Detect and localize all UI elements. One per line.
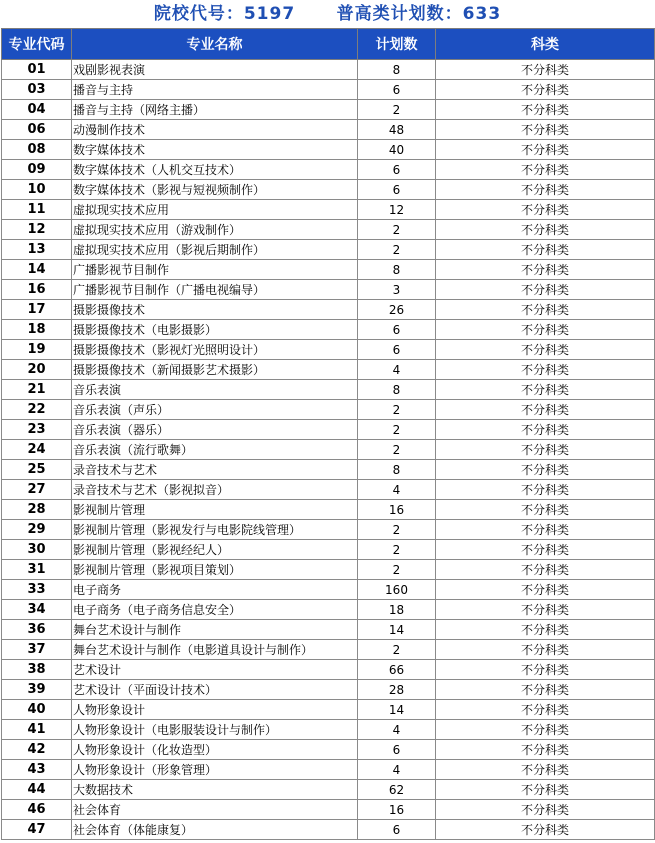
category-cell: 不分科类 <box>436 720 655 740</box>
category-cell: 不分科类 <box>436 600 655 620</box>
major-code-cell: 33 <box>2 580 72 600</box>
category-cell: 不分科类 <box>436 300 655 320</box>
category-cell: 不分科类 <box>436 660 655 680</box>
major-name-cell: 人物形象设计（电影服装设计与制作） <box>72 720 358 740</box>
plan-count-cell: 2 <box>358 220 436 240</box>
plan-count-cell: 14 <box>358 620 436 640</box>
major-code-cell: 01 <box>2 60 72 80</box>
table-row <box>2 240 655 260</box>
table-row <box>2 200 655 220</box>
table-row <box>2 600 655 620</box>
table-row <box>2 540 655 560</box>
major-name-cell: 社会体育（体能康复） <box>72 820 358 840</box>
category-cell: 不分科类 <box>436 280 655 300</box>
table-row <box>2 800 655 820</box>
table-row <box>2 420 655 440</box>
major-name-cell: 动漫制作技术 <box>72 120 358 140</box>
major-code-cell: 31 <box>2 560 72 580</box>
table-row <box>2 780 655 800</box>
major-code-cell: 44 <box>2 780 72 800</box>
major-code-cell: 16 <box>2 280 72 300</box>
table-row <box>2 300 655 320</box>
major-name-cell: 摄影摄像技术（影视灯光照明设计） <box>72 340 358 360</box>
major-code-cell: 21 <box>2 380 72 400</box>
plan-count-cell: 6 <box>358 180 436 200</box>
major-name-cell: 艺术设计 <box>72 660 358 680</box>
plan-count-cell: 2 <box>358 520 436 540</box>
major-name-cell: 音乐表演（声乐） <box>72 400 358 420</box>
major-code-cell: 47 <box>2 820 72 840</box>
table-row <box>2 220 655 240</box>
major-name-cell: 人物形象设计（形象管理） <box>72 760 358 780</box>
plan-count-cell: 40 <box>358 140 436 160</box>
major-name-cell: 艺术设计（平面设计技术） <box>72 680 358 700</box>
major-name-cell: 录音技术与艺术（影视拟音） <box>72 480 358 500</box>
plan-count-cell: 6 <box>358 80 436 100</box>
plan-count-cell: 6 <box>358 740 436 760</box>
table-row <box>2 460 655 480</box>
major-code-cell: 27 <box>2 480 72 500</box>
major-code-cell: 09 <box>2 160 72 180</box>
category-cell: 不分科类 <box>436 240 655 260</box>
plan-count-cell: 6 <box>358 320 436 340</box>
major-name-cell: 戏剧影视表演 <box>72 60 358 80</box>
plan-count-cell: 8 <box>358 60 436 80</box>
major-name-cell: 广播影视节目制作（广播电视编导） <box>72 280 358 300</box>
table-row <box>2 80 655 100</box>
major-code-cell: 08 <box>2 140 72 160</box>
plan-count-cell: 2 <box>358 100 436 120</box>
plan-count-cell: 8 <box>358 260 436 280</box>
category-cell: 不分科类 <box>436 460 655 480</box>
table-row <box>2 640 655 660</box>
major-code-cell: 17 <box>2 300 72 320</box>
category-cell: 不分科类 <box>436 80 655 100</box>
major-name-cell: 虚拟现实技术应用（游戏制作） <box>72 220 358 240</box>
category-cell: 不分科类 <box>436 700 655 720</box>
major-name-cell: 人物形象设计 <box>72 700 358 720</box>
major-code-cell: 13 <box>2 240 72 260</box>
category-cell: 不分科类 <box>436 480 655 500</box>
category-cell: 不分科类 <box>436 60 655 80</box>
major-name-cell: 数字媒体技术（影视与短视频制作） <box>72 180 358 200</box>
plan-count-cell: 12 <box>358 200 436 220</box>
major-name-cell: 音乐表演（流行歌舞） <box>72 440 358 460</box>
plan-count-cell: 2 <box>358 560 436 580</box>
plan-count-cell: 26 <box>358 300 436 320</box>
major-plan-table <box>1 28 655 840</box>
major-code-cell: 28 <box>2 500 72 520</box>
category-cell: 不分科类 <box>436 360 655 380</box>
category-cell: 不分科类 <box>436 760 655 780</box>
category-cell: 不分科类 <box>436 340 655 360</box>
table-row <box>2 500 655 520</box>
plan-count-cell: 4 <box>358 760 436 780</box>
major-name-cell: 摄影摄像技术（电影摄影） <box>72 320 358 340</box>
category-cell: 不分科类 <box>436 780 655 800</box>
plan-count-cell: 2 <box>358 440 436 460</box>
major-name-cell: 社会体育 <box>72 800 358 820</box>
major-code-cell: 36 <box>2 620 72 640</box>
category-cell: 不分科类 <box>436 680 655 700</box>
table-row <box>2 320 655 340</box>
table-row <box>2 120 655 140</box>
major-code-cell: 04 <box>2 100 72 120</box>
table-row <box>2 560 655 580</box>
major-code-cell: 30 <box>2 540 72 560</box>
major-code-cell: 03 <box>2 80 72 100</box>
plan-count-cell: 2 <box>358 540 436 560</box>
header-plan: 计划数 <box>358 29 436 60</box>
plan-count-cell: 6 <box>358 160 436 180</box>
major-name-cell: 舞台艺术设计与制作 <box>72 620 358 640</box>
plan-count-cell: 4 <box>358 360 436 380</box>
category-cell: 不分科类 <box>436 420 655 440</box>
major-name-cell: 影视制片管理 <box>72 500 358 520</box>
table-row <box>2 760 655 780</box>
table-row <box>2 380 655 400</box>
table-row <box>2 60 655 80</box>
major-name-cell: 影视制片管理（影视发行与电影院线管理） <box>72 520 358 540</box>
major-name-cell: 音乐表演 <box>72 380 358 400</box>
major-name-cell: 人物形象设计（化妆造型） <box>72 740 358 760</box>
table-row <box>2 680 655 700</box>
major-code-cell: 29 <box>2 520 72 540</box>
plan-count-cell: 48 <box>358 120 436 140</box>
header-name: 专业名称 <box>72 29 358 60</box>
major-name-cell: 电子商务 <box>72 580 358 600</box>
major-code-cell: 10 <box>2 180 72 200</box>
table-row <box>2 820 655 840</box>
category-cell: 不分科类 <box>436 560 655 580</box>
category-cell: 不分科类 <box>436 200 655 220</box>
major-name-cell: 大数据技术 <box>72 780 358 800</box>
plan-count-cell: 2 <box>358 400 436 420</box>
category-cell: 不分科类 <box>436 640 655 660</box>
table-row <box>2 340 655 360</box>
category-cell: 不分科类 <box>436 380 655 400</box>
plan-count-cell: 8 <box>358 460 436 480</box>
plan-count-cell: 2 <box>358 240 436 260</box>
category-cell: 不分科类 <box>436 580 655 600</box>
plan-count-cell: 4 <box>358 480 436 500</box>
major-name-cell: 数字媒体技术 <box>72 140 358 160</box>
table-row <box>2 360 655 380</box>
header-row <box>2 29 655 60</box>
major-name-cell: 摄影摄像技术（新闻摄影艺术摄影） <box>72 360 358 380</box>
major-code-cell: 39 <box>2 680 72 700</box>
major-code-cell: 25 <box>2 460 72 480</box>
category-cell: 不分科类 <box>436 800 655 820</box>
category-cell: 不分科类 <box>436 500 655 520</box>
plan-count-cell: 6 <box>358 340 436 360</box>
major-name-cell: 播音与主持 <box>72 80 358 100</box>
plan-count-cell: 3 <box>358 280 436 300</box>
major-code-cell: 38 <box>2 660 72 680</box>
major-code-cell: 46 <box>2 800 72 820</box>
major-name-cell: 播音与主持（网络主播） <box>72 100 358 120</box>
plan-count-cell: 16 <box>358 500 436 520</box>
table-row <box>2 740 655 760</box>
table-row <box>2 520 655 540</box>
major-code-cell: 34 <box>2 600 72 620</box>
table-row <box>2 180 655 200</box>
major-name-cell: 录音技术与艺术 <box>72 460 358 480</box>
major-code-cell: 40 <box>2 700 72 720</box>
table-row <box>2 580 655 600</box>
plan-count-cell: 160 <box>358 580 436 600</box>
plan-count-cell: 6 <box>358 820 436 840</box>
plan-count-cell: 28 <box>358 680 436 700</box>
major-name-cell: 舞台艺术设计与制作（电影道具设计与制作） <box>72 640 358 660</box>
major-code-cell: 19 <box>2 340 72 360</box>
major-name-cell: 数字媒体技术（人机交互技术） <box>72 160 358 180</box>
table-row <box>2 100 655 120</box>
category-cell: 不分科类 <box>436 540 655 560</box>
major-code-cell: 12 <box>2 220 72 240</box>
major-name-cell: 广播影视节目制作 <box>72 260 358 280</box>
major-name-cell: 虚拟现实技术应用 <box>72 200 358 220</box>
plan-count-cell: 2 <box>358 420 436 440</box>
category-cell: 不分科类 <box>436 180 655 200</box>
major-code-cell: 41 <box>2 720 72 740</box>
major-name-cell: 电子商务（电子商务信息安全） <box>72 600 358 620</box>
category-cell: 不分科类 <box>436 820 655 840</box>
category-cell: 不分科类 <box>436 120 655 140</box>
header-code: 专业代码 <box>2 29 72 60</box>
category-cell: 不分科类 <box>436 620 655 640</box>
category-cell: 不分科类 <box>436 220 655 240</box>
page-title: 院校代号：5197 普高类计划数：633 <box>153 4 502 24</box>
header-category: 科类 <box>436 29 655 60</box>
category-cell: 不分科类 <box>436 260 655 280</box>
table-row <box>2 620 655 640</box>
major-code-cell: 20 <box>2 360 72 380</box>
table-row <box>2 260 655 280</box>
major-name-cell: 影视制片管理（影视经纪人） <box>72 540 358 560</box>
table-body <box>2 60 655 840</box>
plan-count-cell: 14 <box>358 700 436 720</box>
major-code-cell: 43 <box>2 760 72 780</box>
table-row <box>2 400 655 420</box>
major-code-cell: 24 <box>2 440 72 460</box>
major-code-cell: 06 <box>2 120 72 140</box>
category-cell: 不分科类 <box>436 160 655 180</box>
major-name-cell: 音乐表演（器乐） <box>72 420 358 440</box>
major-code-cell: 37 <box>2 640 72 660</box>
table-row <box>2 440 655 460</box>
plan-count-cell: 8 <box>358 380 436 400</box>
major-code-cell: 18 <box>2 320 72 340</box>
category-cell: 不分科类 <box>436 440 655 460</box>
table-row <box>2 480 655 500</box>
major-name-cell: 虚拟现实技术应用（影视后期制作） <box>72 240 358 260</box>
table-row <box>2 140 655 160</box>
plan-count-cell: 62 <box>358 780 436 800</box>
plan-count-cell: 16 <box>358 800 436 820</box>
major-code-cell: 23 <box>2 420 72 440</box>
category-cell: 不分科类 <box>436 740 655 760</box>
major-name-cell: 影视制片管理（影视项目策划） <box>72 560 358 580</box>
major-code-cell: 11 <box>2 200 72 220</box>
table-row <box>2 700 655 720</box>
major-code-cell: 42 <box>2 740 72 760</box>
table-row <box>2 720 655 740</box>
plan-count-cell: 2 <box>358 640 436 660</box>
category-cell: 不分科类 <box>436 520 655 540</box>
major-name-cell: 摄影摄像技术 <box>72 300 358 320</box>
major-code-cell: 22 <box>2 400 72 420</box>
category-cell: 不分科类 <box>436 400 655 420</box>
category-cell: 不分科类 <box>436 140 655 160</box>
plan-count-cell: 18 <box>358 600 436 620</box>
plan-count-cell: 66 <box>358 660 436 680</box>
table-row <box>2 660 655 680</box>
major-code-cell: 14 <box>2 260 72 280</box>
table-row <box>2 280 655 300</box>
category-cell: 不分科类 <box>436 100 655 120</box>
plan-count-cell: 4 <box>358 720 436 740</box>
table-row <box>2 160 655 180</box>
category-cell: 不分科类 <box>436 320 655 340</box>
